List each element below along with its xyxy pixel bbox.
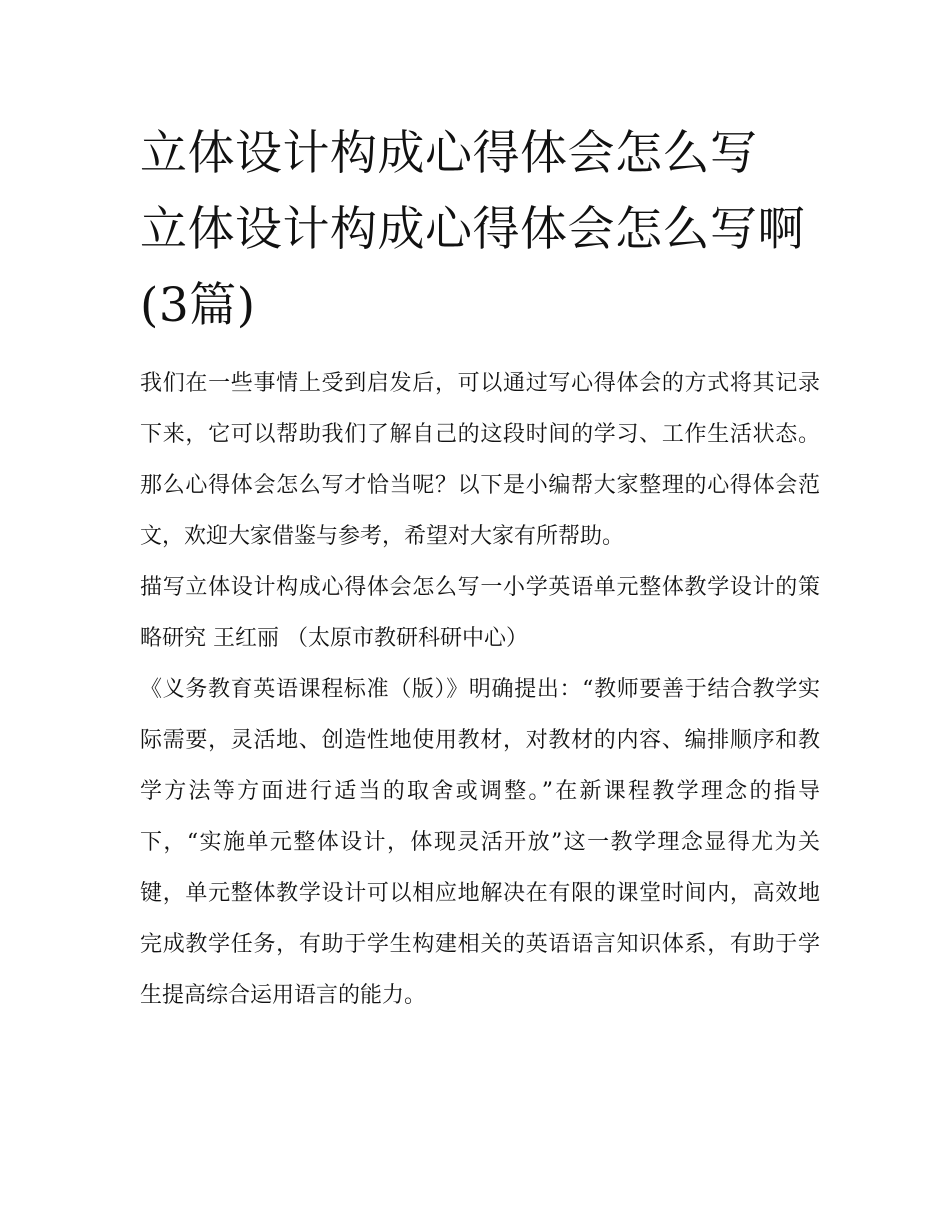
intro-paragraph: 我们在一些事情上受到启发后，可以通过写心得体会的方式将其记录下来，它可以帮助我们了解自己的这段时间的学习、工作生活状态。那么心得体会怎么写才恰当呢？以下是小编帮大家整理的心得体会范文，欢迎大家借鉴与参考，希望对大家有所帮助。 bbox=[140, 371, 820, 549]
document-body bbox=[140, 116, 820, 1021]
document-title: 立体设计构成心得体会怎么写 立体设计构成心得体会怎么写啊(3篇) bbox=[140, 126, 805, 333]
body-paragraph: 《义务教育英语课程标准（版）》明确提出：“教师要善于结合教学实际需要，灵活地、创造性地使用教材，对教材的内容、编排顺序和教学方法等方面进行适当的取舍或调整。”在新课程教学理念的指导下，“实施单元整体设计，体现灵活开放”这一教学理念显得尤为关键，单元整体教学设计可以相应地解决在有限的课堂时间内，高效地完成教学任务，有助于学生构建相关的英语语言知识体系，有助于学生提高综合运用语言的能力。 bbox=[140, 677, 820, 1008]
section-heading-paragraph: 描写立体设计构成心得体会怎么写一小学英语单元整体教学设计的策略研究 王红丽 （太原市教研科研中心） bbox=[140, 575, 820, 651]
